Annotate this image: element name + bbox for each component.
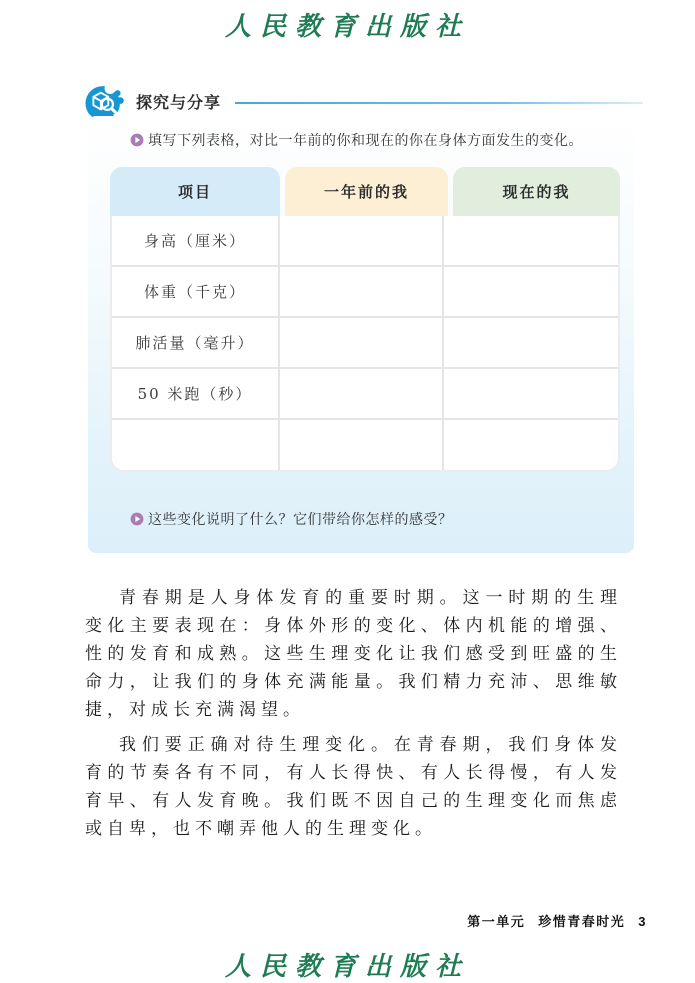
table-cell-item <box>112 420 280 470</box>
col-header-now: 现在的我 <box>453 167 620 216</box>
table-cell-now <box>444 318 618 369</box>
table-cell-year-ago <box>280 267 444 318</box>
table-cell-year-ago <box>280 369 444 420</box>
table-body <box>110 216 620 472</box>
table-cell-now <box>444 420 618 470</box>
activity-prompt-1 <box>88 131 634 150</box>
paragraph-puberty-changes: 青春期是人身体发育的重要时期。这一时期的生理变化主要表现在：身体外形的变化、体内机能的增强、性的发育和成熟。这些生理变化让我们感受到旺盛的生命力，让我们的身体充满能量。我们精力充沛、思维敏捷，对成长充满渴望。 <box>85 588 622 720</box>
play-bullet-icon <box>130 133 144 147</box>
table-cell-item: 肺活量（毫升） <box>112 318 280 369</box>
publisher-logo-bottom: 人民教育出版社 <box>224 952 470 982</box>
table-header-row <box>110 167 620 216</box>
play-bullet-icon <box>130 512 144 526</box>
table-cell-now <box>444 369 618 420</box>
table-cell-item: 50 米跑（秒） <box>112 369 280 420</box>
col-header-item: 项目 <box>110 167 280 216</box>
prompt-text: 填写下列表格，对比一年前的你和现在的你在身体方面发生的变化。 <box>148 132 583 148</box>
table-cell-item: 体重（千克） <box>112 267 280 318</box>
table-cell-now <box>444 267 618 318</box>
paragraph-attitude: 我们要正确对待生理变化。在青春期，我们身体发育的节奏各有不同，有人长得快、有人长得慢，有人发育早、有人发育晚。我们既不因自己的生理变化而焦虑或自卑，也不嘲弄他人的生理变化。 <box>85 735 622 839</box>
footer-chapter-title: 珍惜青春时光 <box>538 914 626 929</box>
body-text <box>85 584 622 850</box>
table-cell-now <box>444 216 618 267</box>
activity-prompt-2 <box>88 510 634 529</box>
col-header-year-ago: 一年前的我 <box>285 167 448 216</box>
footer-unit-label: 第一单元 <box>467 914 526 929</box>
body-change-table <box>110 167 620 472</box>
activity-title: 探究与分享 <box>136 95 222 112</box>
prompt-text: 这些变化说明了什么？它们带给你怎样的感受？ <box>148 511 453 527</box>
publisher-logo-top: 人民教育出版社 <box>224 12 470 42</box>
activity-panel <box>88 116 634 553</box>
table-cell-year-ago <box>280 318 444 369</box>
footer-page-number: 3 <box>638 914 647 929</box>
page-footer <box>467 911 647 930</box>
table-cell-year-ago <box>280 420 444 470</box>
table-cell-item: 身高（厘米） <box>112 216 280 267</box>
table-cell-year-ago <box>280 216 444 267</box>
activity-title-rule <box>235 102 643 104</box>
